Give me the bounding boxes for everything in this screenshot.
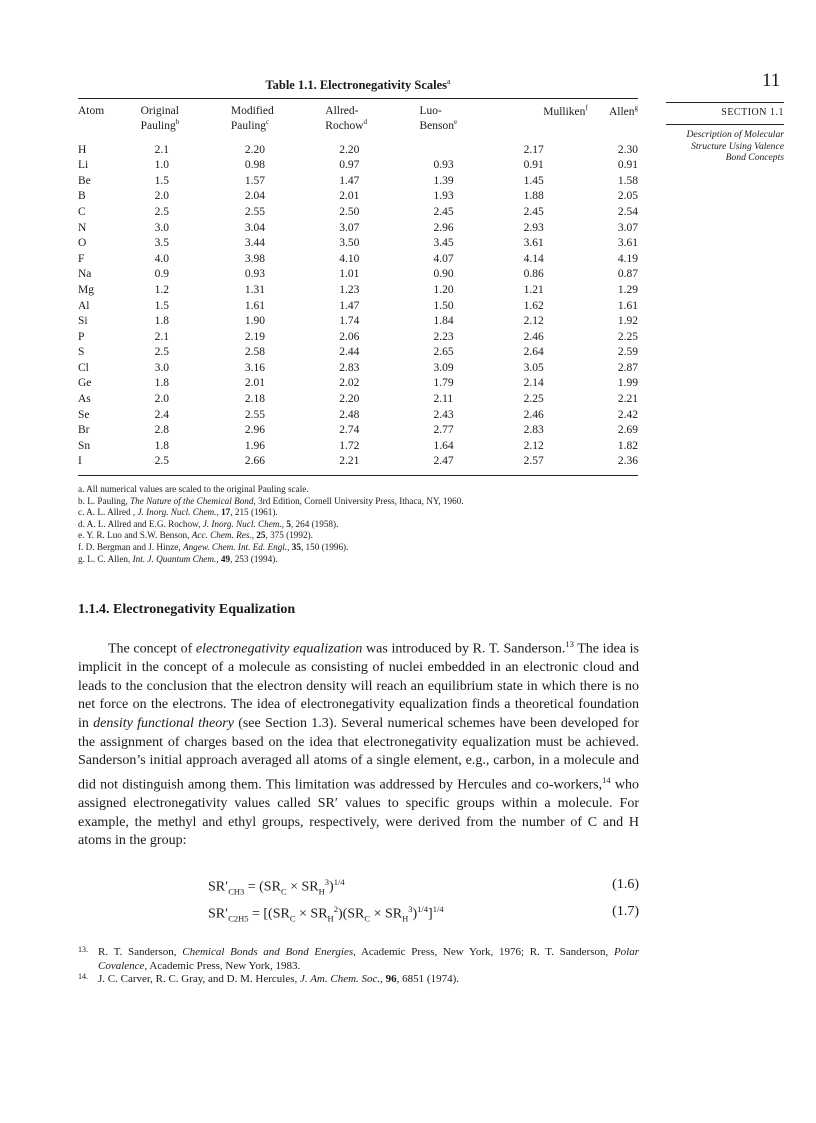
table-note: c. A. L. Allred , J. Inorg. Nucl. Chem., 17, 215 (1961). (78, 507, 278, 518)
value-cell: 3.04 (244, 221, 266, 234)
value-cell: 1.79 (433, 377, 454, 390)
atom-cell: I (78, 455, 82, 468)
value-cell: 2.74 (339, 424, 360, 437)
value-cell: 2.45 (523, 205, 544, 218)
value-cell: 2.12 (523, 439, 544, 452)
value-cell: 1.74 (339, 315, 360, 328)
value-cell: 3.07 (617, 221, 638, 234)
equation-number: (1.7) (612, 904, 639, 919)
value-cell: 3.45 (433, 237, 454, 250)
value-cell: 1.57 (244, 174, 266, 187)
value-cell: 1.90 (244, 315, 266, 328)
table-row (78, 408, 638, 424)
value-cell: 1.23 (339, 283, 360, 296)
column-header-line: Original (140, 105, 179, 117)
atom-cell: Na (78, 268, 92, 281)
value-cell: 2.69 (617, 424, 638, 437)
value-cell: 3.44 (244, 237, 266, 250)
column-note-mark: g (634, 104, 638, 112)
column-header (229, 99, 323, 140)
table-row (78, 158, 638, 174)
value-cell: 3.16 (244, 361, 266, 374)
value-cell: 2.66 (244, 455, 266, 468)
atom-cell: Si (78, 315, 88, 328)
atom-cell: Sn (78, 439, 91, 452)
table-row (78, 283, 638, 299)
atom-cell: C (78, 205, 86, 218)
value-cell: 1.45 (523, 174, 544, 187)
column-header-line: Rochow (325, 120, 364, 133)
value-cell: 0.91 (523, 159, 544, 172)
value-cell: 2.65 (433, 346, 454, 359)
value-cell: 2.54 (617, 205, 638, 218)
value-cell: 0.86 (523, 268, 544, 281)
atom-cell: Cl (78, 361, 89, 374)
column-header (588, 99, 638, 140)
value-cell: 3.50 (339, 237, 360, 250)
value-cell: 2.93 (523, 221, 544, 234)
value-cell: 1.0 (154, 159, 169, 172)
column-note-mark: b (175, 118, 180, 127)
value-cell: 1.50 (433, 299, 454, 312)
value-cell: 2.21 (339, 455, 360, 468)
value-cell: 2.06 (339, 330, 360, 343)
table-notes (78, 484, 638, 565)
atom-cell: Mg (78, 283, 94, 296)
atom-cell: P (78, 330, 85, 343)
value-cell: 3.5 (154, 237, 169, 250)
footnote (78, 973, 639, 987)
value-cell: 1.29 (617, 283, 638, 296)
section-title-line: Description of Molecular (686, 129, 784, 140)
value-cell: 4.14 (523, 252, 544, 265)
value-cell: 2.0 (154, 190, 169, 203)
value-cell: 1.47 (339, 299, 360, 312)
table-header-row (78, 99, 638, 140)
value-cell: 2.1 (154, 330, 169, 343)
table-row (78, 299, 638, 315)
table-row (78, 314, 638, 330)
section-title-line: Structure Using Valence (691, 140, 784, 152)
value-cell: 2.50 (339, 205, 360, 218)
equation-body: $SR'_{CH3} = (SR_C \times SR_H^3)^{1/4}$ (208, 877, 345, 897)
atom-cell: O (78, 237, 87, 250)
table-row (78, 376, 638, 392)
value-cell: 2.42 (617, 408, 638, 421)
value-cell: 2.83 (523, 424, 544, 437)
table-row (78, 267, 638, 283)
value-cell: 1.72 (339, 439, 360, 452)
atom-cell: Al (78, 299, 90, 312)
value-cell: 1.61 (617, 299, 638, 312)
value-cell: 2.20 (244, 143, 266, 156)
value-cell: 1.88 (523, 190, 544, 203)
value-cell: 1.61 (244, 299, 266, 312)
value-cell: 2.25 (523, 393, 544, 406)
table-row (78, 392, 638, 408)
table-note: g. L. C. Allen, Int. J. Quantum Chem., 49, 253 (1994). (78, 553, 278, 564)
table-row (78, 189, 638, 205)
body-text (78, 635, 639, 851)
value-cell: 2.20 (339, 143, 360, 156)
column-header (417, 99, 507, 140)
value-cell: 2.19 (244, 330, 266, 343)
atom-cell: Be (78, 174, 91, 187)
value-cell: 1.58 (617, 174, 638, 187)
section-title (666, 129, 784, 164)
value-cell: 2.87 (617, 361, 638, 374)
section-title-line: Bond Concepts (725, 152, 784, 163)
footnote-text: J. C. Carver, R. C. Gray, and D. M. Hercules, J. Am. Chem. Soc., 96, 6851 (1974). (98, 973, 459, 986)
value-cell: 2.44 (339, 346, 360, 359)
column-note-mark: d (363, 118, 368, 127)
column-header (78, 99, 139, 140)
value-cell: 2.01 (244, 377, 266, 390)
atom-cell: Li (78, 159, 89, 172)
value-cell: 4.19 (617, 252, 638, 265)
table-row (78, 361, 638, 377)
footnote-mark: 14. (78, 972, 88, 982)
atom-cell: Ge (78, 377, 92, 390)
footnote-text: R. T. Sanderson, Chemical Bonds and Bond Energies, Academic Press, New York, 1976; R. T. Sanderson, Polar Covalence, Academic Press, New York, 1983. (98, 946, 640, 972)
column-header-line: Allen (608, 105, 635, 118)
table-note: f. D. Bergman and J. Hinze, Angew. Chem. Int. Ed. Engl., 35, 150 (1996). (78, 541, 349, 552)
value-cell: 2.36 (617, 455, 638, 468)
table-row (78, 439, 638, 455)
value-cell: 2.59 (617, 346, 638, 359)
table-row (78, 330, 638, 346)
column-header (508, 99, 588, 140)
column-note-mark: e (453, 118, 458, 127)
value-cell: 2.96 (244, 424, 266, 437)
value-cell: 3.0 (154, 221, 169, 234)
table-title-note: a (447, 77, 451, 86)
value-cell: 1.21 (523, 283, 544, 296)
column-header-line: Mulliken (543, 105, 586, 118)
value-cell: 4.07 (433, 252, 454, 265)
value-cell: 3.07 (339, 221, 360, 234)
value-cell: 2.1 (154, 143, 169, 156)
value-cell: 2.02 (339, 377, 360, 390)
table-bottom-rule (78, 475, 638, 476)
footnotes (78, 946, 639, 987)
value-cell: 2.04 (244, 190, 266, 203)
equation-body: $SR'_{C2H5} = [(SR_C \times SR_H^2)(SR_C \times SR_H^3)^{1/4}]^{1/4}$ (208, 904, 444, 924)
value-cell: 1.39 (433, 174, 454, 187)
value-cell: 0.9 (154, 268, 169, 281)
table-note: d. A. L. Allred and E.G. Rochow, J. Inorg. Nucl. Chem., 5, 264 (1958). (78, 518, 339, 529)
value-cell: 0.93 (433, 159, 454, 172)
column-header-line: Pauling (230, 120, 267, 133)
value-cell: 2.30 (617, 143, 638, 156)
value-cell: 2.12 (523, 315, 544, 328)
footnote-mark: 13. (78, 945, 88, 954)
table-note: e. Y. R. Luo and S.W. Benson, Acc. Chem. Res., 25, 375 (1992). (78, 530, 313, 541)
value-cell: 3.0 (154, 361, 169, 374)
value-cell: 2.11 (433, 393, 454, 406)
value-cell: 2.0 (154, 393, 169, 406)
value-cell: 2.47 (433, 455, 454, 468)
value-cell: 0.87 (617, 268, 638, 281)
atom-cell: B (78, 190, 86, 203)
value-cell: 2.46 (523, 408, 544, 421)
value-cell: 2.55 (244, 205, 266, 218)
table-row (78, 205, 638, 221)
atom-cell: As (78, 393, 91, 406)
value-cell: 0.90 (433, 268, 454, 281)
value-cell: 2.83 (339, 361, 360, 374)
value-cell: 2.23 (433, 330, 454, 343)
value-cell: 1.47 (339, 174, 360, 187)
electronegativity-table (78, 98, 638, 476)
value-cell: 2.45 (433, 205, 454, 218)
table-row (78, 174, 638, 190)
table-row (78, 140, 638, 159)
value-cell: 1.31 (244, 283, 266, 296)
value-cell: 1.62 (523, 299, 544, 312)
column-header-line: Modified (230, 105, 274, 117)
value-cell: 1.2 (154, 283, 169, 296)
value-cell: 3.98 (244, 252, 266, 265)
column-header-line: Benson (419, 120, 454, 133)
table-row (78, 236, 638, 252)
value-cell: 1.5 (154, 299, 169, 312)
value-cell: 2.55 (244, 408, 266, 421)
atom-cell: S (78, 346, 85, 359)
table-note: a. All numerical values are scaled to the original Pauling scale. (78, 484, 309, 494)
section-label: SECTION 1.1 (666, 107, 784, 125)
running-header (666, 102, 784, 164)
value-cell: 4.0 (154, 252, 169, 265)
table-row (78, 252, 638, 268)
table (78, 99, 638, 470)
value-cell: 2.77 (433, 424, 454, 437)
value-cell (417, 140, 507, 159)
value-cell: 2.18 (244, 393, 266, 406)
value-cell: 1.20 (433, 283, 454, 296)
value-cell: 2.01 (339, 190, 360, 203)
table-title (78, 77, 638, 93)
table-body (78, 140, 638, 470)
value-cell: 1.8 (154, 377, 169, 390)
value-cell: 1.64 (433, 439, 454, 452)
table-row (78, 345, 638, 361)
value-cell: 1.8 (154, 315, 169, 328)
table-note: b. L. Pauling, The Nature of the Chemical Bond, 3rd Edition, Cornell University Press, Ithaca, NY, 1960. (78, 495, 464, 506)
value-cell: 0.97 (339, 159, 360, 172)
value-cell: 2.5 (154, 205, 169, 218)
column-header-line: Luo- (419, 105, 442, 117)
value-cell: 1.93 (433, 190, 454, 203)
table-row (78, 221, 638, 237)
header-rule (666, 102, 784, 103)
value-cell: 0.98 (244, 159, 266, 172)
value-cell: 2.57 (523, 455, 544, 468)
column-header-line: Allred- (325, 105, 359, 117)
value-cell: 1.92 (617, 315, 638, 328)
atom-cell: F (78, 252, 85, 265)
value-cell: 1.8 (154, 439, 169, 452)
column-header-line: Atom (78, 105, 105, 117)
table-title-text: Table 1.1. Electronegativity Scales (265, 78, 448, 93)
atom-cell: H (78, 143, 87, 156)
value-cell: 2.14 (523, 377, 544, 390)
page-number: 11 (762, 70, 781, 91)
value-cell: 2.25 (617, 330, 638, 343)
column-header (139, 99, 229, 140)
value-cell: 1.5 (154, 174, 169, 187)
table-row (78, 423, 638, 439)
value-cell: 0.91 (617, 159, 638, 172)
value-cell: 1.01 (339, 268, 360, 281)
column-note-mark: f (585, 104, 588, 112)
value-cell: 2.46 (523, 330, 544, 343)
value-cell: 2.96 (433, 221, 454, 234)
value-cell: 3.09 (433, 361, 454, 374)
value-cell: 2.21 (617, 393, 638, 406)
value-cell: 2.17 (523, 143, 544, 156)
equation-number: (1.6) (612, 877, 639, 892)
column-header (323, 99, 417, 140)
value-cell: 2.8 (154, 424, 169, 437)
column-header-line: Pauling (140, 120, 176, 133)
value-cell: 1.82 (617, 439, 638, 452)
value-cell: 2.48 (339, 408, 360, 421)
table-row (78, 454, 638, 470)
value-cell: 2.5 (154, 346, 169, 359)
section-heading: 1.1.4. Electronegativity Equalization (78, 602, 296, 617)
value-cell: 2.20 (339, 393, 360, 406)
value-cell: 2.4 (154, 408, 169, 421)
atom-cell: Br (78, 424, 90, 437)
value-cell: 4.10 (339, 252, 360, 265)
value-cell: 3.61 (523, 237, 544, 250)
atom-cell: N (78, 221, 87, 234)
value-cell: 0.93 (244, 268, 266, 281)
atom-cell: Se (78, 408, 90, 421)
value-cell: 3.61 (617, 237, 638, 250)
column-note-mark: c (266, 118, 270, 127)
footnote (78, 946, 639, 973)
value-cell: 2.58 (244, 346, 266, 359)
value-cell: 2.43 (433, 408, 454, 421)
value-cell: 2.5 (154, 455, 169, 468)
value-cell: 3.05 (523, 361, 544, 374)
value-cell: 1.96 (244, 439, 266, 452)
value-cell: 2.05 (617, 190, 638, 203)
paragraph: The concept of electronegativity equalization was introduced by R. T. Sanderson.$^{13}$ The idea is implicit in the concept of a molecule as consisting of nuclei embedded in an electronic cloud and leads to the conclusion that the electron density will reach an equilibrium state in which there is no net force on the electrons. The idea of electronegativity equalization finds a theoretical foundation in density functional theory (see Section 1.3). Several numerical schemes have been developed for the assignment of charges based on the idea that electronegativity equalization must be achieved. Sanderson’s initial approach averaged all atoms of a single element, e.g., carbon, in a molecule and did not distinguish among them. This limitation was addressed by Hercules and co-workers,$^{14}$ who assigned electronegativity values called SR′ values to specific groups within a molecule. For example, the methyl and ethyl groups, respectively, were derived from the number of C and H atoms in the group: (78, 639, 639, 849)
value-cell: 1.99 (617, 377, 638, 390)
value-cell: 1.84 (433, 315, 454, 328)
value-cell: 2.64 (523, 346, 544, 359)
